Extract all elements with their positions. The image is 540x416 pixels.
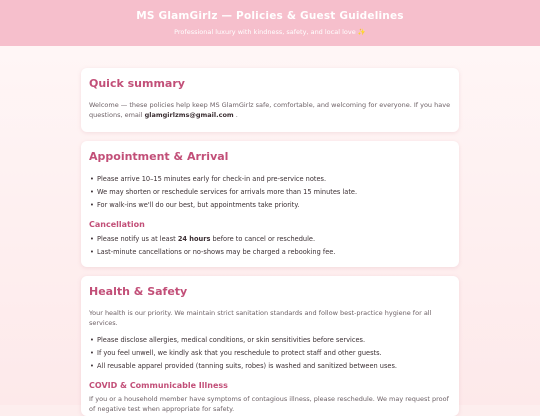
- list-item: [90, 199, 451, 212]
- list-item: [90, 246, 451, 259]
- list-item-text: If you feel unwell, we kindly ask that you reschedule to protect staff and other guests.: [97, 349, 382, 357]
- health-safety-heading: Health & Safety: [89, 285, 188, 298]
- bullet-icon: •: [90, 349, 94, 357]
- bullet-icon: •: [90, 336, 94, 344]
- cancellation-text-start: Please notify us at least: [97, 235, 178, 243]
- main-content: [0, 46, 540, 413]
- appointment-card: [81, 141, 459, 267]
- bullet-icon: •: [90, 235, 94, 243]
- quick-summary-card: [81, 68, 459, 132]
- bullet-icon: •: [90, 248, 94, 256]
- list-item-text: All reusable apparel provided (tanning suits, robes) is washed and sanitized between uses.: [97, 362, 397, 370]
- cancellation-hours: 24 hours: [177, 235, 211, 243]
- quick-summary-heading: Quick summary: [89, 77, 185, 90]
- health-safety-intro: Your health is our priority. We maintain strict sanitation standards and follow best-practice hygiene for all services.: [89, 309, 432, 327]
- cancellation-heading: Cancellation: [89, 220, 145, 229]
- quick-summary-text-start: Welcome — these policies help keep MS GlamGirlz safe, comfortable, and welcoming for everyone. If you have questions, email: [89, 101, 451, 119]
- cancellation-list: [89, 233, 451, 259]
- list-item: [90, 360, 451, 373]
- health-safety-list: [89, 334, 451, 373]
- list-item: [90, 347, 451, 360]
- list-item-text: Please arrive 10–15 minutes early for check-in and pre-service notes.: [97, 175, 327, 183]
- list-item-text: Please disclose allergies, medical conditions, or skin sensitivities before services.: [97, 336, 366, 344]
- appointment-heading: Appointment & Arrival: [89, 150, 229, 163]
- list-item: [90, 186, 451, 199]
- page-tagline: Professional luxury with kindness, safety, and local love ✨: [174, 28, 366, 36]
- contact-email-link[interactable]: glamgirlzms@gmail.com: [144, 111, 234, 119]
- cancellation-text-end: before to cancel or reschedule.: [210, 235, 316, 243]
- list-item: [90, 173, 451, 186]
- list-item: [90, 233, 451, 246]
- list-item: [90, 334, 451, 347]
- bullet-icon: •: [90, 175, 94, 183]
- list-item-text: Last-minute cancellations or no-shows may be charged a rebooking fee.: [97, 248, 336, 256]
- bullet-icon: •: [90, 188, 94, 196]
- health-safety-card: [81, 276, 459, 416]
- quick-summary-text: [89, 100, 451, 120]
- quick-summary-text-end: .: [233, 111, 238, 119]
- list-item-text: We may shorten or reschedule services for arrivals more than 15 minutes late.: [97, 188, 358, 196]
- appointment-list: [89, 173, 451, 212]
- page-header: [0, 0, 540, 46]
- bullet-icon: •: [90, 362, 94, 370]
- list-item-text: For walk-ins we'll do our best, but appointments take priority.: [97, 201, 300, 209]
- covid-text: If you or a household member have symptoms of contagious illness, please reschedule. We may request proof of negative test when appropriate for safety.: [89, 395, 449, 413]
- page-title: MS GlamGirlz — Policies & Guest Guidelines: [136, 10, 404, 22]
- covid-heading: COVID & Communicable Illness: [89, 381, 228, 390]
- bullet-icon: •: [90, 201, 94, 209]
